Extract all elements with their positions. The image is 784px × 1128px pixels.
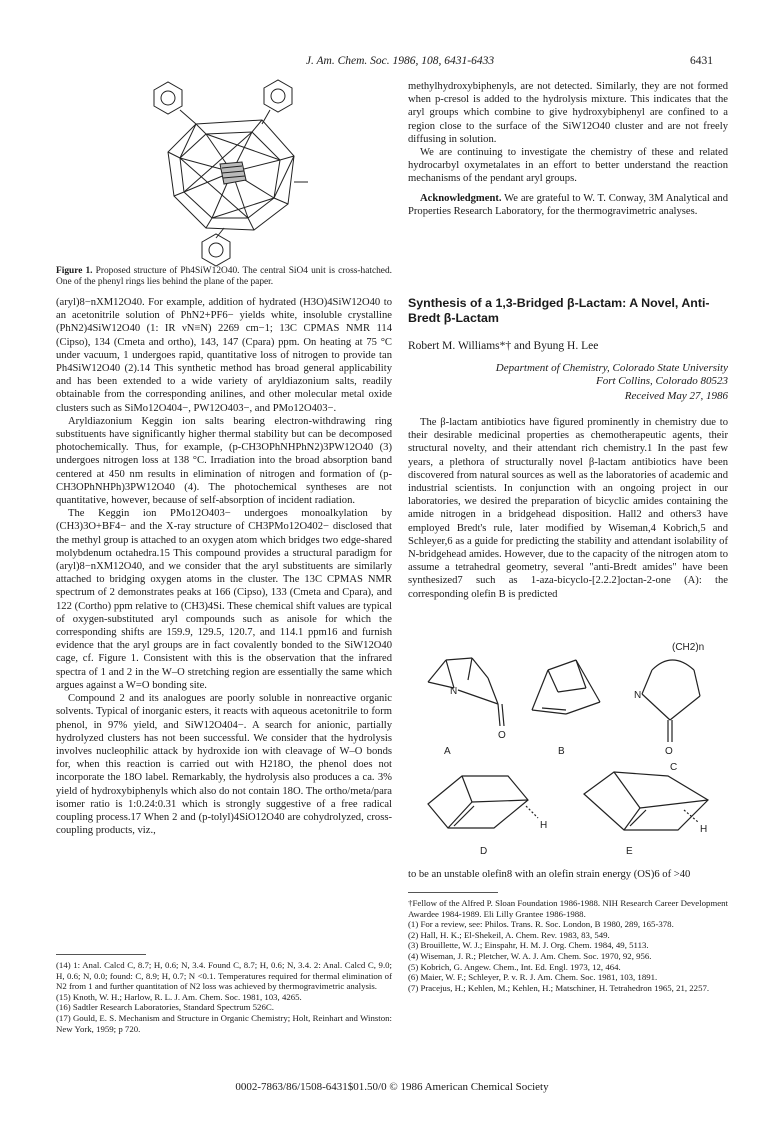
footnote-16: (16) Sadtler Research Laboratories, Standard Spectrum 526C. xyxy=(56,1002,274,1013)
footnote-2: (2) Hall, H. K.; El-Shekeil, A. Chem. Rev. 1983, 83, 549. xyxy=(408,929,610,940)
structures-a-to-e xyxy=(408,630,728,870)
right-footnote-rule xyxy=(408,892,498,893)
article-affiliation xyxy=(408,362,728,389)
running-header: J. Am. Chem. Soc. 1986, 108, 6431-6433 xyxy=(305,55,495,67)
struct-c-ch2n-label: (CH2)n xyxy=(672,642,705,653)
affiliation-line-2: Fort Collins, Colorado 80523 xyxy=(595,375,728,388)
article-body xyxy=(408,416,728,601)
article-after-structures: to be an unstable olefin8 with an olefin strain energy (OS)6 of >40 xyxy=(408,869,691,880)
right-footnotes xyxy=(408,898,728,993)
struct-c-n-label: N xyxy=(634,690,642,701)
struct-b-label: B xyxy=(558,746,565,757)
footnote-14: (14) 1: Anal. Calcd C, 8.7; H, 0.6; N, 3.4. Found C, 8.7; H, 0.6; N, 3.4. 2: Anal. Calcd C, 9.0; H, 0.6; N, 0.0; found: C, 8.9; H, 0.7; N <0.1. Temperatures required for thermal elimination of N2 from 1 and further quantitation of N2 loss was achieved by thermogravimetric analysis. xyxy=(56,960,392,992)
received-date: Received May 27, 1986 xyxy=(624,390,728,402)
left-paragraph-1: (aryl)8−nXM12O40. For example, addition of hydrated (H3O)4SiW12O40 to an acetonitrile solution of PhN2+PF6− yields white, insoluble crystalline (PhN2)4SiW12O40 (1: IR νN≡N) 2269 cm−1; 13C CPMAS NMR 114 (Cipso), 134 (Cmeta and ortho), 143, 147 (Cpara) ppm. On heating at 75 °C under vacuum, 1 undergoes rapid, quantitative loss of nitrogen to provide tan Ph4SiW12O40 (2).14 This synthetic method has broad general applicability and has been extended to a wide variety of aryldiazonium salts, readily obtainable from the corresponding anilines, and other molecular metal oxide clusters such as SiMo12O404−, PW12O403−, and PMo12O403−. xyxy=(56,297,392,414)
struct-d-h-label: H xyxy=(540,820,548,831)
affiliation-line-1: Department of Chemistry, Colorado State University xyxy=(495,362,728,374)
struct-a-bond xyxy=(428,660,446,682)
figure-caption-text: Proposed structure of Ph4SiW12O40. The central SiO4 unit is cross-hatched. One of the phenyl rings lies behind the plane of the paper. xyxy=(56,266,392,288)
struct-c-label: C xyxy=(670,762,678,773)
footnote-4: (4) Wiseman, J. R.; Pletcher, W. A. J. Am. Chem. Soc. 1970, 92, 956. xyxy=(408,950,652,961)
struct-a-label: A xyxy=(444,746,451,757)
left-paragraph-3: The Keggin ion PMo12O403− undergoes monoalkylation by (CH3)3O+BF4− and the X-ray structure of CH3PMo12O402− disclosed that the methyl group is attached to an oxygen atom which bridges two edge-shared molybdenum octahedra.15 This compound provides a structural paradigm for (aryl)8−nXM12O40, and we consider that the aryl substituents are similarly attached to bridging oxygen atoms in the cluster. The 13C CPMAS NMR spectrum of 2 demonstrates peaks at 166 (Cipso), 133 (Cmeta and Cpara), and 122 (Cortho) ppm relative to (CH3)4Si. These chemical shift values are typical of oxygen-substituted aryl compounds such as anisole for which the corresponding shifts are 159.9, 129.5, 120.7, and 114.1 ppm16 and furnish evidence that the aryl groups are in fact covalently bonded to the SiW12O40 cage, cf. Figure 1. Consistent with this is the observation that the infrared spectra of 1 and 2 in the W–O stretching region are essentially the same which argues against a W=O bonding site. xyxy=(56,508,392,691)
struct-e-h-label: H xyxy=(700,824,708,835)
footnote-15: (15) Knoth, W. H.; Harlow, R. L. J. Am. Chem. Soc. 1981, 103, 4265. xyxy=(56,991,302,1002)
left-footnote-rule xyxy=(56,954,146,955)
right-column-continuation xyxy=(408,80,728,218)
figure-caption-label: Figure 1. xyxy=(56,266,93,276)
struct-c-o-label: O xyxy=(665,746,673,757)
article-continuation xyxy=(408,868,728,881)
struct-a-n-label: N xyxy=(450,686,458,697)
footnote-3: (3) Brouillette, W. J.; Einspahr, H. M. J. Org. Chem. 1984, 49, 5113. xyxy=(408,940,649,951)
right-paragraph-2: We are continuing to investigate the chemistry of these and related hydrocarbyl oxymetalates in an effort to better understand the reaction mechanisms of the pendant aryl groups. xyxy=(408,147,728,185)
acknowledgment xyxy=(408,192,728,218)
footnote-5: (5) Kobrich, G. Angew. Chem., Int. Ed. Engl. 1973, 12, 464. xyxy=(408,961,621,972)
page-footer: 0002-7863/86/1508-6431$01.50/0 © 1986 American Chemical Society xyxy=(235,1081,549,1093)
struct-a-o-label: O xyxy=(498,730,506,741)
footnote-7: (7) Pracejus, H.; Kehlen, M.; Kehlen, H.; Matschiner, H. Tetrahedron 1965, 21, 2257. xyxy=(408,982,710,993)
acknowledgment-label: Acknowledgment. xyxy=(420,192,502,204)
footnote-6: (6) Maier, W. F.; Schleyer, P. v. R. J. Am. Chem. Soc. 1981, 103, 1891. xyxy=(408,972,658,983)
keggin-structure-figure xyxy=(56,72,392,268)
left-paragraph-4: Compound 2 and its analogues are poorly soluble in nonreactive organic solvents. Typical of inorganic esters, it reacts with aqueous acetonitrile to form phenol, in 97% yield, and SiW12O404−. A search for anionic, partially hydrolyzed clusters has not been successful. We consider that the hydrolysis involves nucleophilic attack by hydroxide ion with cleavage of W–O bonds for, when this reaction is carried out with H218O, the phenol does not incorporate the 18O label. Remarkably, the hydrolysis also produces a ca. 3% yield of hydroxybiphenyls which also do not contain 18O. The ortho/meta/para isomer ratio is 1:0.24:0.31 which is strongly suggestive of a free radical coupling process.17 When 2 and (p-tolyl)4SiO12O40 are cohydrolyzed, cross-coupling products, viz., xyxy=(56,693,392,837)
article-authors: Robert M. Williams*† and Byung H. Lee xyxy=(408,340,599,352)
left-paragraph-2: Aryldiazonium Keggin ion salts bearing electron-withdrawing ring substituents have significantly higher thermal stability but can be decomposed photochemically. Thus, for example, (p-CH3OPhNHPhN2)3PW12O40 (3) undergoes nitrogen loss at 138 °C. Irradiation into the broad absorption band centered at 450 nm results in elimination of nitrogen and formation of (p-CH3OPhNHPh)3PW12O40 (4). The photochemical syntheses are not quantitative, however, because of self-absorption of incident radiation. xyxy=(56,415,392,507)
footnote-dagger: †Fellow of the Alfred P. Sloan Foundation 1986-1988. NIH Research Career Development Awardee 1984-1989. Eli Lilly Grantee 1986-1988. xyxy=(408,898,728,919)
page-number: 6431 xyxy=(690,55,713,67)
acknowledgment-text: We are grateful to W. T. Conway, 3M Analytical and Properties Research Laboratory, for the thermogravimetric analyses. xyxy=(408,192,728,217)
left-column-body xyxy=(56,296,392,837)
footnote-17: (17) Gould, E. S. Mechanism and Structure in Organic Chemistry; Holt, Reinhart and Winston: New York, 1959; p 720. xyxy=(56,1012,392,1034)
struct-e-label: E xyxy=(626,846,633,857)
struct-d-label: D xyxy=(480,846,488,857)
right-paragraph-1: methylhydroxybiphenyls, are not detected. Similarly, they are not formed when p-cresol is added to the hydrolysis mixture. This indicates that the aryl groups which combine to give hydroxybiphenyl are confined to a region close to the surface of the SiW12O40 cluster and are not freely diffusing in solution. xyxy=(408,81,728,145)
footnote-1: (1) For a review, see: Philos. Trans. R. Soc. London, B 1980, 289, 165-378. xyxy=(408,919,674,930)
figure-caption xyxy=(56,266,392,289)
article-paragraph-1: The β-lactam antibiotics have figured prominently in chemistry due to their desirable medicinal properties as chemotherapeutic agents, their structural novelty, and their attendant rich chemistry.1 In the past few years, a plethora of structurally novel β-lactam antibiotics have been discovered from natural sources as well as the laboratories of academic and industrial scientists. In conjunction with an ongoing project in our laboratories, we desired the preparation of bicyclic amides containing the amide nitrogen in a bridgehead disposition. Hall2 and others3 have employed Bredt's rule, later modified by Wiseman,4 Kobrich,5 and Schleyer,6 as a guide for predicting the stability and attendant isolability of N-bridgehead amides. However, due to the capacity of the nitrogen atom to assume a tetrahedral geometry, several "anti-Bredt amides" have been synthesized7 such as 1-aza-bicyclo-[2.2.2]octan-2-one (A): the corresponding olefin B is predicted xyxy=(408,417,728,600)
article-title: Synthesis of a 1,3-Bridged β-Lactam: A Novel, Anti-Bredt β-Lactam xyxy=(408,296,710,325)
left-footnotes xyxy=(56,960,392,1034)
